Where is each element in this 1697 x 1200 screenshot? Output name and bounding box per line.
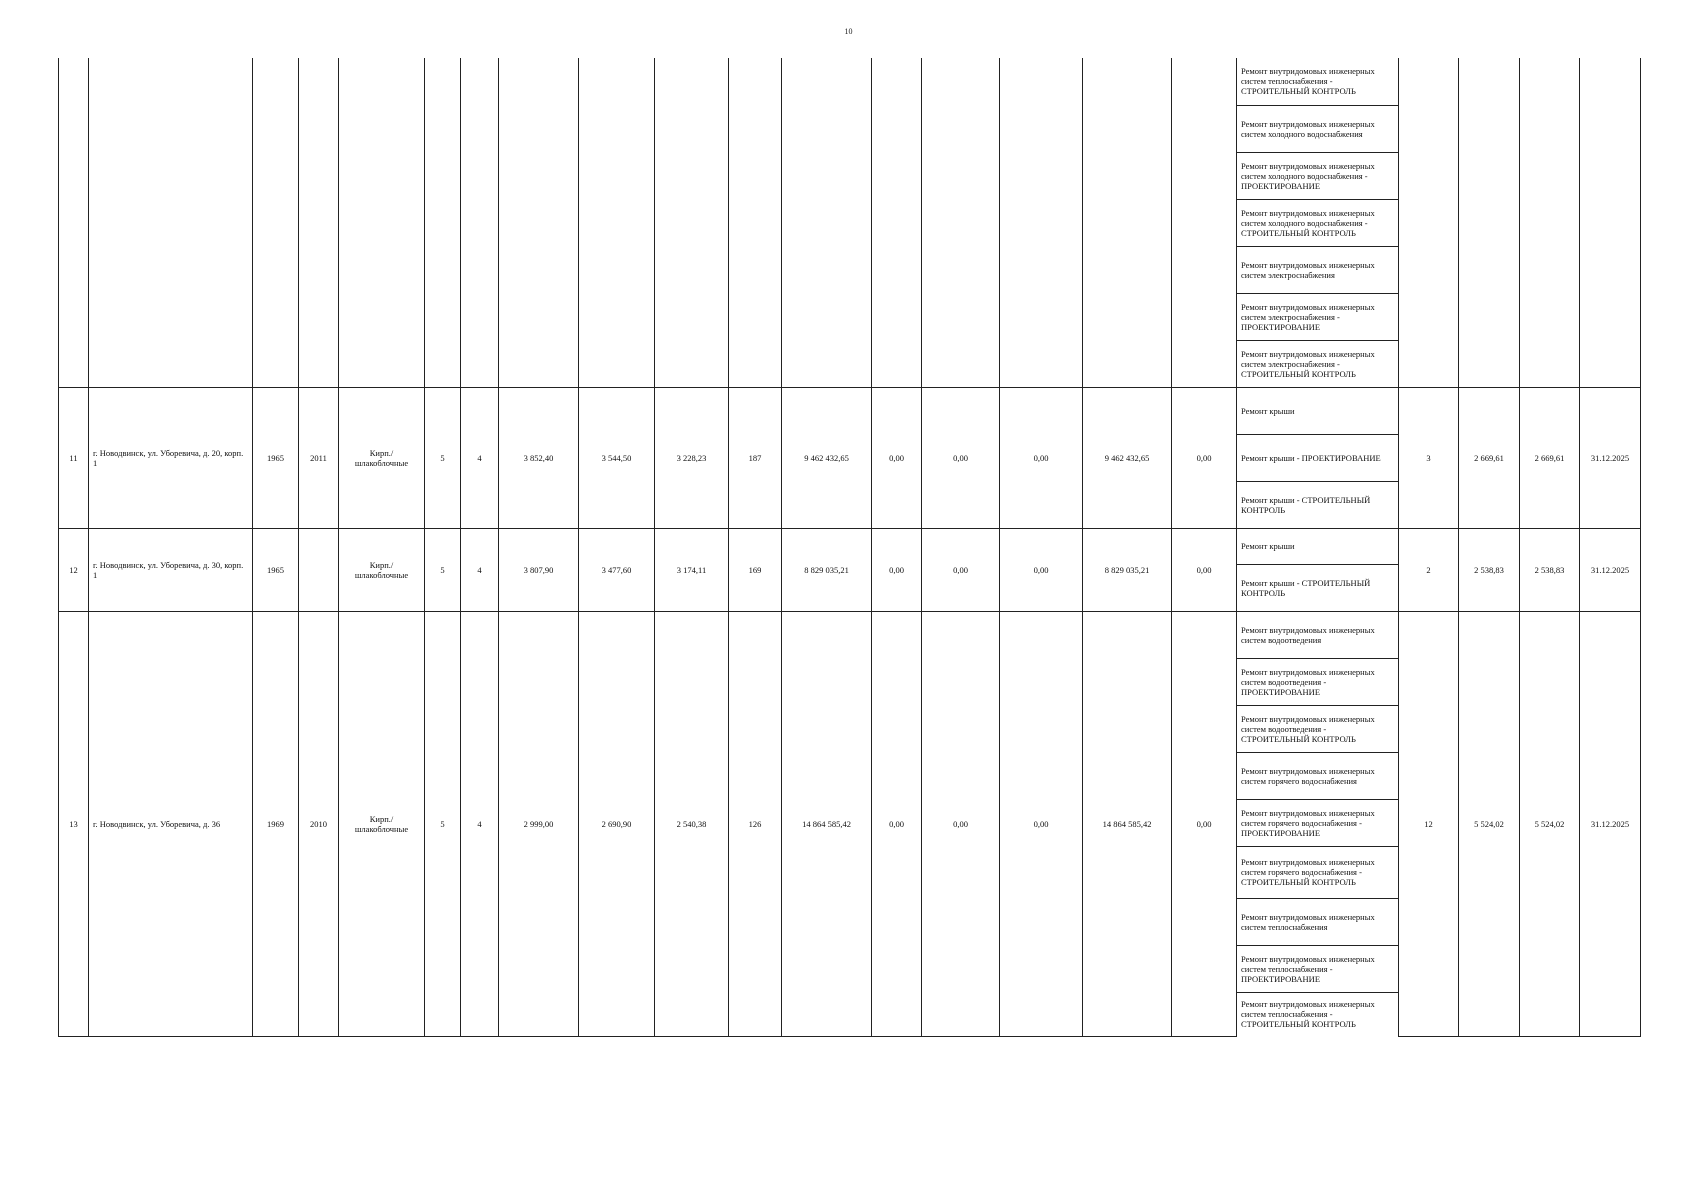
fund-regional-cell: 0,00: [922, 611, 1000, 1036]
entrances-cell: 4: [461, 528, 499, 611]
row-number-cell: 11: [59, 387, 89, 528]
address-cell: г. Новодвинск, ул. Уборевича, д. 30, корп. 1: [89, 528, 253, 611]
continued-empty-cell: [339, 58, 425, 387]
year-built-cell: 1969: [253, 611, 299, 1036]
year-repair-cell: [299, 528, 339, 611]
fund-local-cell: 0,00: [1000, 528, 1083, 611]
work-type-cell: Ремонт внутридомовых инженерных систем водоотведения: [1237, 611, 1399, 658]
max-unit-cost-cell: 5 524,02: [1520, 611, 1580, 1036]
page-number: 10: [844, 27, 853, 36]
total-area-cell: 3 852,40: [499, 387, 579, 528]
work-type-cell: Ремонт внутридомовых инженерных систем электроснабжения - СТРОИТЕЛЬНЫЙ КОНТРОЛЬ: [1237, 340, 1399, 387]
table-row: [59, 611, 1641, 658]
fund-other-cell: 0,00: [1172, 528, 1237, 611]
year-repair-cell: 2011: [299, 387, 339, 528]
unit-cost-cell: 5 524,02: [1459, 611, 1520, 1036]
unit-cost-cell: 2 538,83: [1459, 528, 1520, 611]
work-type-cell: Ремонт внутридомовых инженерных систем горячего водоснабжения - СТРОИТЕЛЬНЫЙ КОНТРОЛЬ: [1237, 846, 1399, 898]
continued-empty-cell: [782, 58, 872, 387]
repair-program-table: [58, 58, 1641, 1037]
fund-local-cell: 0,00: [1000, 387, 1083, 528]
work-type-cell: Ремонт крыши - ПРОЕКТИРОВАНИЕ: [1237, 434, 1399, 481]
living-area-cell: 3 477,60: [579, 528, 655, 611]
year-built-cell: 1965: [253, 387, 299, 528]
continued-empty-cell: [461, 58, 499, 387]
work-type-cell: Ремонт внутридомовых инженерных систем горячего водоснабжения - ПРОЕКТИРОВАНИЕ: [1237, 799, 1399, 846]
work-type-cell: Ремонт внутридомовых инженерных систем водоотведения - СТРОИТЕЛЬНЫЙ КОНТРОЛЬ: [1237, 705, 1399, 752]
fund-owners-cell: 9 462 432,65: [1083, 387, 1172, 528]
fund-owners-cell: 14 864 585,42: [1083, 611, 1172, 1036]
deadline-cell: 31.12.2025: [1580, 528, 1641, 611]
continued-empty-cell: [729, 58, 782, 387]
continued-empty-cell: [1580, 58, 1641, 387]
table-row: [59, 58, 1641, 105]
cost-total-cell: 8 829 035,21: [782, 528, 872, 611]
fund-regional-cell: 0,00: [922, 387, 1000, 528]
floors-cell: 5: [425, 611, 461, 1036]
max-unit-cost-cell: 2 538,83: [1520, 528, 1580, 611]
table-row: [59, 387, 1641, 434]
owned-area-cell: 3 174,11: [655, 528, 729, 611]
fund-federal-cell: 0,00: [872, 611, 922, 1036]
work-type-cell: Ремонт внутридомовых инженерных систем теплоснабжения - ПРОЕКТИРОВАНИЕ: [1237, 945, 1399, 992]
work-type-cell: Ремонт внутридомовых инженерных систем водоотведения - ПРОЕКТИРОВАНИЕ: [1237, 658, 1399, 705]
work-type-cell: Ремонт внутридомовых инженерных систем теплоснабжения - СТРОИТЕЛЬНЫЙ КОНТРОЛЬ: [1237, 58, 1399, 105]
work-type-cell: Ремонт крыши: [1237, 528, 1399, 564]
living-area-cell: 3 544,50: [579, 387, 655, 528]
continued-empty-cell: [1000, 58, 1083, 387]
continued-empty-cell: [499, 58, 579, 387]
address-cell: г. Новодвинск, ул. Уборевича, д. 20, корп. 1: [89, 387, 253, 528]
continued-empty-cell: [1172, 58, 1237, 387]
continued-empty-cell: [922, 58, 1000, 387]
work-type-cell: Ремонт внутридомовых инженерных систем теплоснабжения: [1237, 898, 1399, 945]
row-number-cell: 12: [59, 528, 89, 611]
continued-empty-cell: [1459, 58, 1520, 387]
year-built-cell: 1965: [253, 528, 299, 611]
fund-other-cell: 0,00: [1172, 611, 1237, 1036]
floors-cell: 5: [425, 387, 461, 528]
residents-cell: 169: [729, 528, 782, 611]
continued-empty-cell: [253, 58, 299, 387]
table-row: [59, 528, 1641, 564]
continued-empty-cell: [1399, 58, 1459, 387]
works-count-cell: 12: [1399, 611, 1459, 1036]
fund-other-cell: 0,00: [1172, 387, 1237, 528]
work-type-cell: Ремонт внутридомовых инженерных систем теплоснабжения - СТРОИТЕЛЬНЫЙ КОНТРОЛЬ: [1237, 992, 1399, 1036]
work-type-cell: Ремонт крыши - СТРОИТЕЛЬНЫЙ КОНТРОЛЬ: [1237, 481, 1399, 528]
year-repair-cell: 2010: [299, 611, 339, 1036]
cost-total-cell: 9 462 432,65: [782, 387, 872, 528]
row-number-cell: 13: [59, 611, 89, 1036]
continued-empty-cell: [1083, 58, 1172, 387]
continued-empty-cell: [655, 58, 729, 387]
continued-empty-cell: [872, 58, 922, 387]
works-count-cell: 2: [1399, 528, 1459, 611]
continued-empty-cell: [1520, 58, 1580, 387]
residents-cell: 126: [729, 611, 782, 1036]
deadline-cell: 31.12.2025: [1580, 611, 1641, 1036]
fund-regional-cell: 0,00: [922, 528, 1000, 611]
continued-empty-cell: [299, 58, 339, 387]
entrances-cell: 4: [461, 387, 499, 528]
floors-cell: 5: [425, 528, 461, 611]
fund-federal-cell: 0,00: [872, 528, 922, 611]
work-type-cell: Ремонт внутридомовых инженерных систем холодного водоснабжения - СТРОИТЕЛЬНЫЙ КОНТРОЛЬ: [1237, 199, 1399, 246]
fund-federal-cell: 0,00: [872, 387, 922, 528]
work-type-cell: Ремонт крыши: [1237, 387, 1399, 434]
living-area-cell: 2 690,90: [579, 611, 655, 1036]
wall-material-cell: Кирп./ шлакоблочные: [339, 528, 425, 611]
total-area-cell: 3 807,90: [499, 528, 579, 611]
work-type-cell: Ремонт внутридомовых инженерных систем электроснабжения - ПРОЕКТИРОВАНИЕ: [1237, 293, 1399, 340]
work-type-cell: Ремонт внутридомовых инженерных систем холодного водоснабжения: [1237, 105, 1399, 152]
works-count-cell: 3: [1399, 387, 1459, 528]
entrances-cell: 4: [461, 611, 499, 1036]
residents-cell: 187: [729, 387, 782, 528]
cost-total-cell: 14 864 585,42: [782, 611, 872, 1036]
unit-cost-cell: 2 669,61: [1459, 387, 1520, 528]
address-cell: г. Новодвинск, ул. Уборевича, д. 36: [89, 611, 253, 1036]
continued-empty-cell: [425, 58, 461, 387]
max-unit-cost-cell: 2 669,61: [1520, 387, 1580, 528]
continued-empty-cell: [579, 58, 655, 387]
deadline-cell: 31.12.2025: [1580, 387, 1641, 528]
work-type-cell: Ремонт внутридомовых инженерных систем электроснабжения: [1237, 246, 1399, 293]
wall-material-cell: Кирп./ шлакоблочные: [339, 611, 425, 1036]
work-type-cell: Ремонт внутридомовых инженерных систем холодного водоснабжения - ПРОЕКТИРОВАНИЕ: [1237, 152, 1399, 199]
continued-empty-cell: [59, 58, 89, 387]
total-area-cell: 2 999,00: [499, 611, 579, 1036]
continued-empty-cell: [89, 58, 253, 387]
wall-material-cell: Кирп./ шлакоблочные: [339, 387, 425, 528]
fund-local-cell: 0,00: [1000, 611, 1083, 1036]
fund-owners-cell: 8 829 035,21: [1083, 528, 1172, 611]
work-type-cell: Ремонт внутридомовых инженерных систем горячего водоснабжения: [1237, 752, 1399, 799]
owned-area-cell: 2 540,38: [655, 611, 729, 1036]
work-type-cell: Ремонт крыши - СТРОИТЕЛЬНЫЙ КОНТРОЛЬ: [1237, 564, 1399, 611]
owned-area-cell: 3 228,23: [655, 387, 729, 528]
